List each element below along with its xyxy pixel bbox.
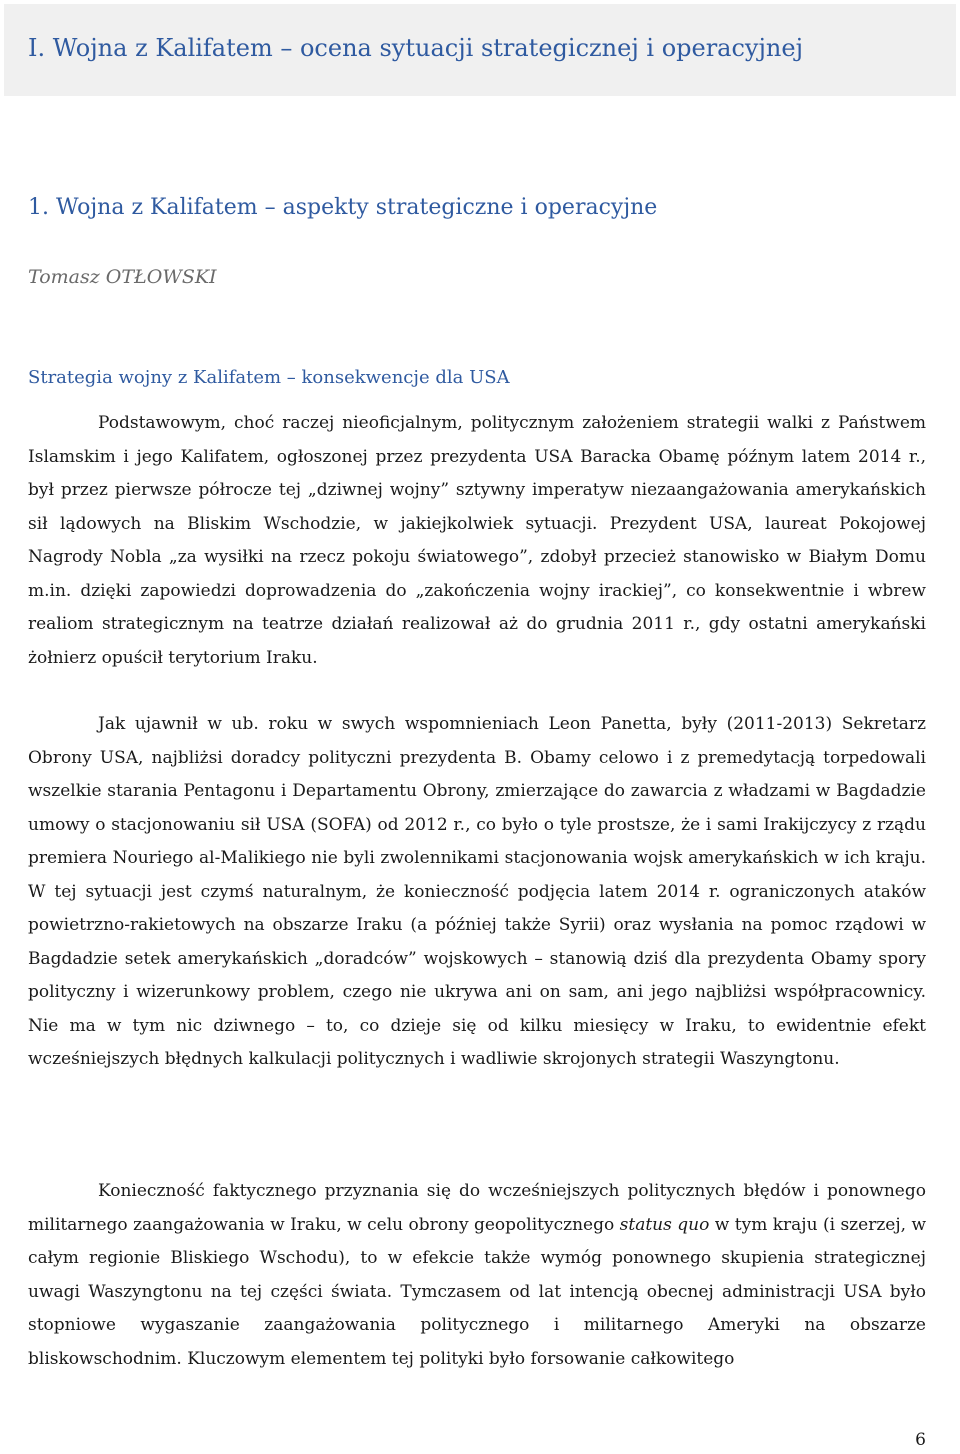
chapter-title: I. Wojna z Kalifatem – ocena sytuacji strategicznej i operacyjnej xyxy=(28,34,804,62)
body-paragraph-1: Podstawowym, choć raczej nieoficjalnym, politycznym założeniem strategii walki z Państwem Islamskim i jego Kalifatem, ogłoszonej przez prezydenta USA Baracka Obamę późnym latem 2014 r., był przez pierwsze półrocze tej „dziwnej wojny” sztywny imperatyw niezaangażowania amerykańskich sił lądowych na Bliskim Wschodzie, w jakiejkolwiek sytuacji. Prezydent USA, laureat Pokojowej Nagrody Nobla „za wysiłki na rzecz pokoju światowego”, zdobył przecież stanowisko w Białym Domu m.in. dzięki zapowiedzi doprowadzenia do „zakończenia wojny irackiej”, co konsekwentnie i wbrew realiom strategicznym na teatrze działań realizował aż do grudnia 2011 r., gdy ostatni amerykański żołnierz opuścił terytorium Iraku. xyxy=(28,413,926,668)
body-paragraph-3 xyxy=(28,1175,926,1376)
subsection-title: Strategia wojny z Kalifatem – konsekwencje dla USA xyxy=(28,367,510,388)
section-title: 1. Wojna z Kalifatem – aspekty strategiczne i operacyjne xyxy=(28,195,658,220)
body-paragraph-2: Jak ujawnił w ub. roku w swych wspomnieniach Leon Panetta, były (2011-2013) Sekretarz Obrony USA, najbliżsi doradcy polityczni prezydenta B. Obamy celowo i z premedytacją torpedowali wszelkie starania Pentagonu i Departamentu Obrony, zmierzające do zawarcia z władzami w Bagdadzie umowy o stacjonowaniu sił USA (SOFA) od 2012 r., co było o tyle prostsze, że i sami Irakijczycy z rządu premiera Nouriego al-Malikiego nie byli zwolennikami stacjonowania wojsk amerykańskich w ich kraju. W tej sytuacji jest czymś naturalnym, że konieczność podjęcia latem 2014 r. ograniczonych ataków powietrzno-rakietowych na obszarze Iraku (a później także Syrii) oraz wysłania na pomoc rządowi w Bagdadzie setek amerykańskich „doradców” wojskowych – stanowią dziś dla prezydenta Obamy spory polityczny i wizerunkowy problem, czego nie ukrywa ani on sam, ani jego najbliżsi współpracownicy. Nie ma w tym nic dziwnego – to, co dzieje się od kilku miesięcy w Iraku, to ewidentnie efekt wcześniejszych błędnych kalkulacji politycznych i wadliwie skrojonych strategii Waszyngtonu. xyxy=(28,714,926,1069)
paragraph-3-italic-term: status quo xyxy=(619,1214,710,1235)
page-number: 6 xyxy=(915,1430,926,1450)
paragraph-3-text-start: Konieczność faktycznego przyznania się do wcześniejszych politycznych błędów i ponownego militarnego zaangażowania w Iraku, w celu obrony geopolitycznego xyxy=(28,1181,926,1235)
paragraph-3-text-end: w tym kraju (i szerzej, w całym regionie Bliskiego Wschodu), to w efekcie także wymóg ponownego skupienia strategicznej uwagi Waszyngtonu na tej części świata. Tymczasem od lat intencją obecnej administracji USA było stopniowe wygaszanie zaangażowania politycznego i militarnego Ameryki na obszarze bliskowschodnim. Kluczowym elementem tej polityki było forsowanie całkowitego xyxy=(28,1214,926,1369)
author-name: Tomasz OTŁOWSKI xyxy=(28,266,217,288)
chapter-banner xyxy=(4,4,956,96)
